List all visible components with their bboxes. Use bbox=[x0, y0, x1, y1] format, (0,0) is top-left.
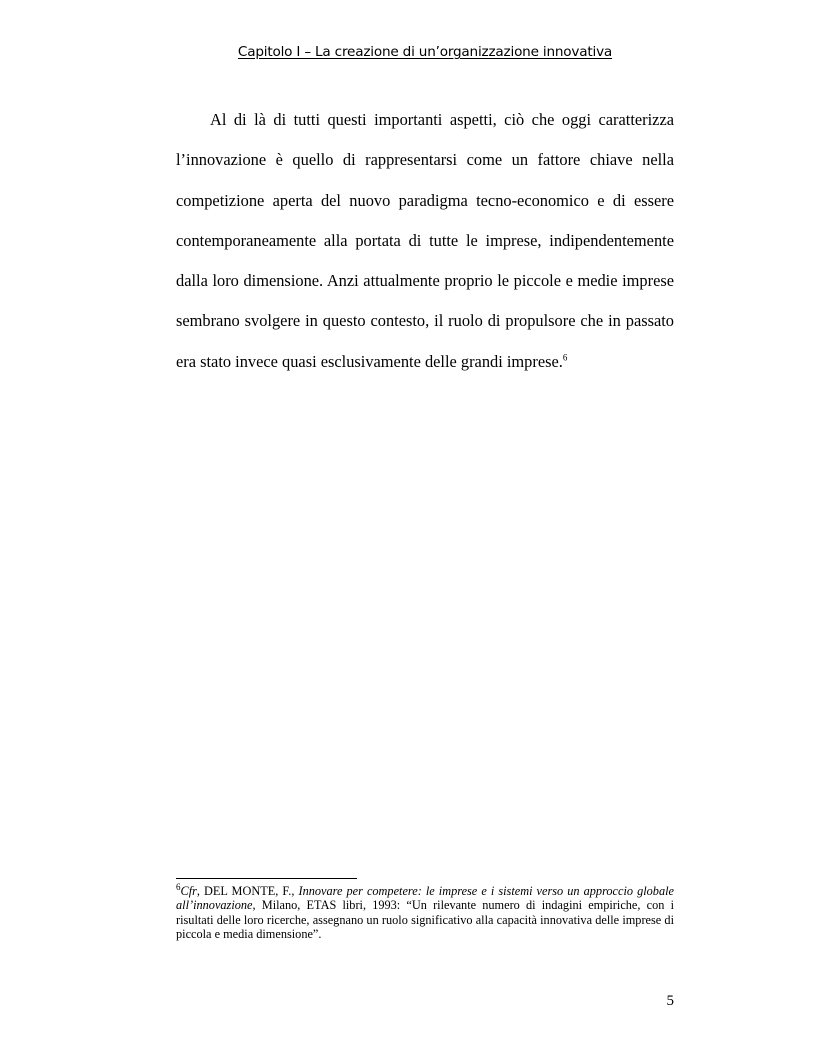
footnote-book-title: Innovare per competere: le imprese e i sistemi verso un approccio globale all’innovazione, bbox=[176, 884, 674, 913]
body-text bbox=[176, 100, 674, 382]
running-header: Capitolo I – La creazione di un’organizzazione innovativa bbox=[237, 44, 613, 60]
footnote-paragraph bbox=[176, 881, 674, 942]
footnote-citation-text: Milano, ETAS libri, 1993: “Un rilevante numero di indagini empiriche, con i risultati delle loro ricerche, assegnano un ruolo significativo alla capacità innovativa delle imprese di piccola e media dimensione”. bbox=[176, 898, 674, 942]
footnote-reference: 6 bbox=[562, 352, 568, 363]
page-number: 5 bbox=[666, 993, 674, 1009]
body-paragraph bbox=[176, 100, 674, 382]
footnote-cfr: Cfr bbox=[180, 884, 197, 898]
footnote-author: , DEL MONTE, F., bbox=[196, 884, 299, 898]
footnote-marker: 6 bbox=[176, 881, 181, 892]
body-paragraph-text: Al di là di tutti questi importanti aspetti, ciò che oggi caratterizza l’innovazione è quello di rappresentarsi come un fattore chiave nella competizione aperta del nuovo paradigma tecno-economico e di essere contemporaneamente alla portata di tutte le imprese, indipendentemente dalla loro dimensione. Anzi attualmente proprio le piccole e medie imprese sembrano svolgere in questo contesto, il ruolo di propulsore che in passato era stato invece quasi esclusivamente delle grandi imprese. bbox=[176, 110, 674, 371]
footnote-separator bbox=[176, 878, 357, 879]
footnote bbox=[176, 881, 674, 942]
